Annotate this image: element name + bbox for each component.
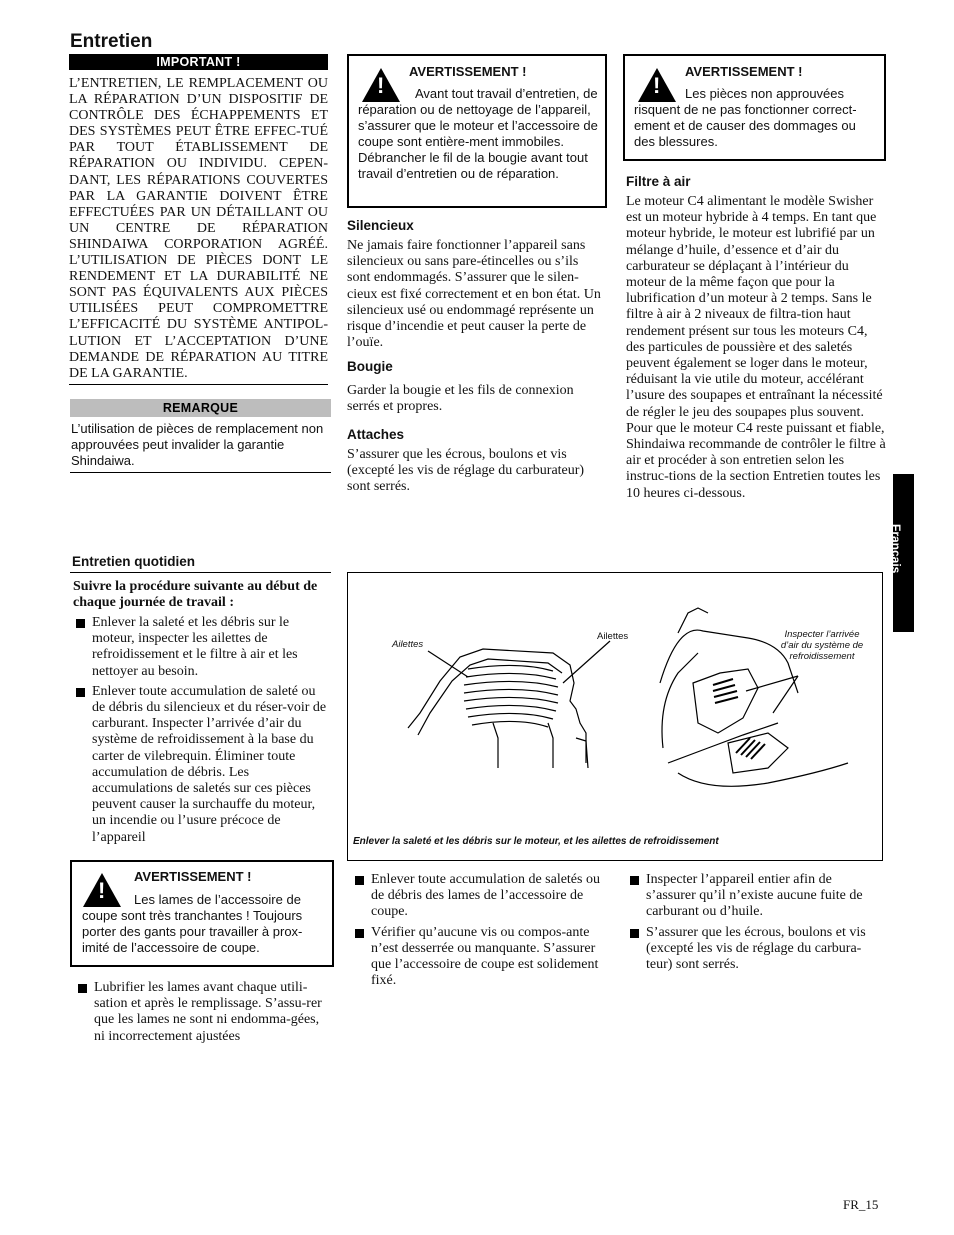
attaches-text: S’assurer que les écrous, boulons et vis (excepté les vis de réglage du carburateur) sont serrés. bbox=[347, 447, 585, 495]
engine-illustration bbox=[348, 573, 882, 860]
remarque-text: L’utilisation de pièces de remplacement non approuvées peut invalider la garantie Shindaiwa. bbox=[71, 421, 324, 468]
figure-caption: Enlever la saleté et les débris sur le moteur, et les ailettes de refroidissement bbox=[353, 836, 719, 847]
quotidien-list bbox=[73, 615, 328, 850]
label-ailettes-right: Ailettes bbox=[597, 631, 629, 642]
figure-engine-cleaning bbox=[347, 572, 883, 861]
heading-entretien-quotidien: Entretien quotidien bbox=[72, 554, 195, 569]
warning-title: AVERTISSEMENT ! bbox=[409, 64, 527, 79]
page-title: Entretien bbox=[70, 31, 153, 52]
bougie-text: Garder la bougie et les fils de connexion serrés et propres. bbox=[347, 383, 574, 415]
silencieux-text: Ne jamais faire fonctionner l’appareil sans silencieux ou sans pare-étincelles ou s’ils sont endommagés. S’assurer que le silen-cieux est fixé correctement et en bon état. Un silencieux usé ou endommagé représente un risque d’incendie et peut causer la perte de l’ouïe. bbox=[347, 238, 601, 351]
divider bbox=[70, 472, 331, 473]
warning-box-maintenance bbox=[347, 54, 607, 208]
heading-bougie: Bougie bbox=[347, 359, 393, 374]
list-item: Enlever toute accumulation de saletés ou de débris des lames de l’accessoire de coupe. bbox=[352, 872, 608, 921]
list-item: Enlever toute accumulation de saleté ou de débris du silencieux et du réser-voir de carburant. Inspecter l’arrivée d’air du système de refroidissement à la base du carter de vilebrequin. Éliminer toute accumulation de débris. Les accumulations de saletés sur ces pièces peuvent causer la surchauffe du moteur, un incendie ou l’usure précoce de l’appareil bbox=[73, 684, 328, 846]
list-item: Enlever la saleté et les débris sur le moteur, inspecter les ailettes de refroidissement et le filtre à air et les nettoyer au besoin. bbox=[73, 615, 328, 680]
warning-text: Les lames de l’accessoire de coupe sont très tranchantes ! Toujours porter des gants pour travailler à prox-imité de l’accessoire de coupe. bbox=[82, 892, 303, 955]
heading-silencieux: Silencieux bbox=[347, 218, 414, 233]
important-label: IMPORTANT ! bbox=[69, 54, 328, 70]
quotidien-intro: Suivre la procédure suivante au début de chaque journée de travail : bbox=[73, 579, 318, 611]
warning-title: AVERTISSEMENT ! bbox=[685, 64, 803, 79]
bottom-right-list bbox=[627, 872, 883, 977]
lubrifier-list bbox=[75, 980, 328, 1049]
remarque-label: REMARQUE bbox=[70, 399, 331, 417]
divider bbox=[69, 384, 328, 385]
list-item: Vérifier qu’aucune vis ou compos-ante n’est desserrée ou manquante. S’assurer que l’accessoire de coupe est solidement fixé. bbox=[352, 925, 608, 990]
bottom-mid-list bbox=[352, 872, 608, 993]
label-inspecter-arrivee-air: Inspecter l’arrivée d’air du système de refroidissement bbox=[780, 629, 864, 662]
filtre-text: Le moteur C4 alimentant le modèle Swisher est un moteur hybride à 4 temps. En tant que moteur hybride, le moteur est lubrifié par un mélange d’huile, d’essence et d’air du carburateur se déplaçant à l’intérieur du moteur de la même façon que pour la lubrification d’un moteur à 2 temps. Sans le filtre à air à 2 niveaux de filtra-tion haut rendement présent sur tous les moteurs C4, des particules de poussière et des saletés peuvent également se loger dans le moteur, réduisant la vie utile du moteur, accélérant l’usure des soupapes et entraînant la nécessité de régler le jeu des soupapes plus souvent. Pour que le moteur C4 reste puissant et fiable, Shindaiwa recommande de contrôler le filtre à air et procéder à son entretien selon les instruc-tions de la section Entretien toutes les 10 heures ci-dessous. bbox=[626, 194, 886, 501]
list-item: Lubrifier les lames avant chaque utili-sation et après le remplissage. S’assu-rer que les lames ne sont ni endomma-gées, ni incorrectement ajustées bbox=[75, 980, 328, 1045]
divider bbox=[70, 572, 331, 573]
label-ailettes-left: Ailettes bbox=[392, 639, 424, 650]
page-number: FR_15 bbox=[843, 1197, 879, 1212]
important-text: L’ENTRETIEN, LE REMPLACEMENT OU LA RÉPARATION D’UN DISPOSITIF DE CONTRÔLE DES ÉCHAPPEMENTS ET DES SYSTÈMES PEUT ÊTRE EFFEC-TUÉ PAR TOUT ÉTABLISSEMENT DE RÉPARATION OU INDIVIDU. CEPEN-DANT, LES RÉPARATIONS COUVERTES PAR LA GARANTIE DOIVENT ÊTRE EFFECTUÉES PAR UN DÉTAILLANT OU UN CENTRE DE RÉPARATION SHINDAIWA CORPORATION AGRÉÉ. L’UTILISATION DE PIÈCES DONT LE RENDEMENT ET LA DURABILITÉ NE SONT PAS ÉQUIVALENTS AUX PIÈCES UTILISÉES PEUT COMPROMETTRE L’EFFICACITÉ DU SYSTÈME ANTIPOL-LUTION ET L’ACCEPTATION D’UNE DEMANDE DE RÉPARATION AU TITRE DE LA GARANTIE. bbox=[69, 76, 328, 381]
heading-filtre-a-air: Filtre à air bbox=[626, 174, 691, 189]
warning-box-blades bbox=[70, 860, 334, 967]
language-tab-label: Français bbox=[889, 524, 903, 574]
language-tab bbox=[889, 474, 914, 632]
heading-attaches: Attaches bbox=[347, 427, 405, 442]
warning-box-parts bbox=[623, 54, 886, 161]
warning-title: AVERTISSEMENT ! bbox=[134, 869, 252, 884]
list-item: S’assurer que les écrous, boulons et vis (excepté les vis de réglage du carbura-teur) sont serrés. bbox=[627, 925, 883, 974]
warning-text: Avant tout travail d’entretien, de réparation ou de nettoyage de l’appareil, s’assurer que le moteur et l’accessoire de coupe sont entière-ment immobiles. Débrancher le fil de la bougie avant tout travail d’entretien ou de réparation. bbox=[358, 86, 598, 181]
list-item: Inspecter l’appareil entier afin de s’assurer qu’il n’existe aucune fuite de carburant ou d’huile. bbox=[627, 872, 883, 921]
warning-text: Les pièces non approuvées risquent de ne pas fonctionner correct-ement et de causer des dommages ou des blessures. bbox=[634, 86, 857, 149]
